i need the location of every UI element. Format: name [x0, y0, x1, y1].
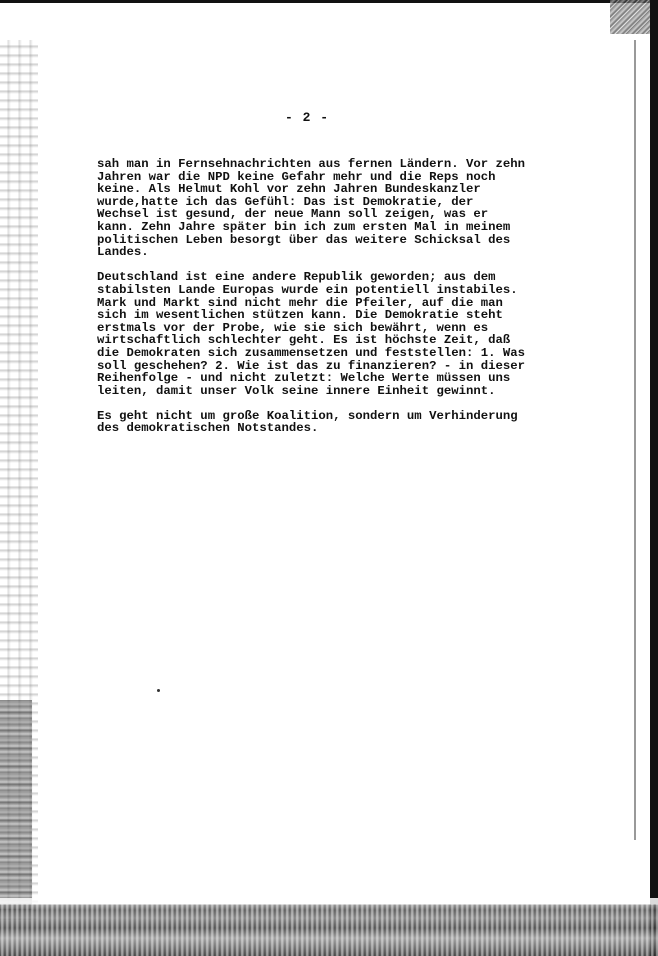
text-line: erstmals vor der Probe, wie sie sich bewährt, wenn es [97, 320, 489, 335]
text-line: wurde,hatte ich das Gefühl: Das ist Demokratie, der [97, 194, 474, 209]
text-line: Wechsel ist gesund, der neue Mann soll zeigen, was er [97, 207, 489, 222]
text-line: politischen Leben besorgt über das weitere Schicksal des [97, 232, 511, 247]
text-line: keine. Als Helmut Kohl vor zehn Jahren Bundeskanzler [97, 182, 481, 197]
text-line: Jahren war die NPD keine Gefahr mehr und die Reps noch [97, 169, 496, 184]
text-line: wirtschaftlich schlechter geht. Es ist höchste Zeit, daß [97, 333, 511, 348]
text-line: Es geht nicht um große Koalition, sondern um Verhinderung [97, 408, 518, 423]
text-line: sich im wesentlichen stützen kann. Die Demokratie steht [97, 308, 503, 323]
scan-corner-smudge [610, 0, 650, 34]
text-line: Reihenfolge - und nicht zuletzt: Welche Werte müssen uns [97, 371, 511, 386]
text-line: des demokratischen Notstandes. [97, 421, 319, 436]
page-number: - 2 - [285, 110, 330, 125]
scan-bottom-noise [0, 904, 658, 956]
paragraph-1 [97, 158, 537, 259]
paragraph-2 [97, 271, 537, 397]
text-line: Mark und Markt sind nicht mehr die Pfeiler, auf die man [97, 295, 503, 310]
text-line: sah man in Fernsehnachrichten aus fernen Ländern. Vor zehn [97, 157, 526, 171]
scan-right-line [634, 40, 636, 840]
text-line: leiten, damit unser Volk seine innere Einheit gewinnt. [97, 383, 496, 398]
text-line: die Demokraten sich zusammensetzen und feststellen: 1. Was [97, 345, 526, 360]
text-line: Deutschland ist eine andere Republik geworden; aus dem [97, 270, 496, 285]
text-line: stabilsten Lande Europas wurde ein potentiell instabiles. [97, 282, 518, 297]
text-line: Landes. [97, 245, 149, 260]
scan-top-edge [0, 0, 658, 3]
text-line: soll geschehen? 2. Wie ist das zu finanzieren? - in dieser [97, 358, 526, 373]
body-text [97, 158, 537, 448]
text-line: kann. Zehn Jahre später bin ich zum ersten Mal in meinem [97, 219, 511, 234]
paragraph-3 [97, 410, 537, 435]
scan-left-edge-dark [0, 700, 32, 910]
scan-dot [157, 689, 160, 692]
scan-right-edge [650, 0, 658, 956]
